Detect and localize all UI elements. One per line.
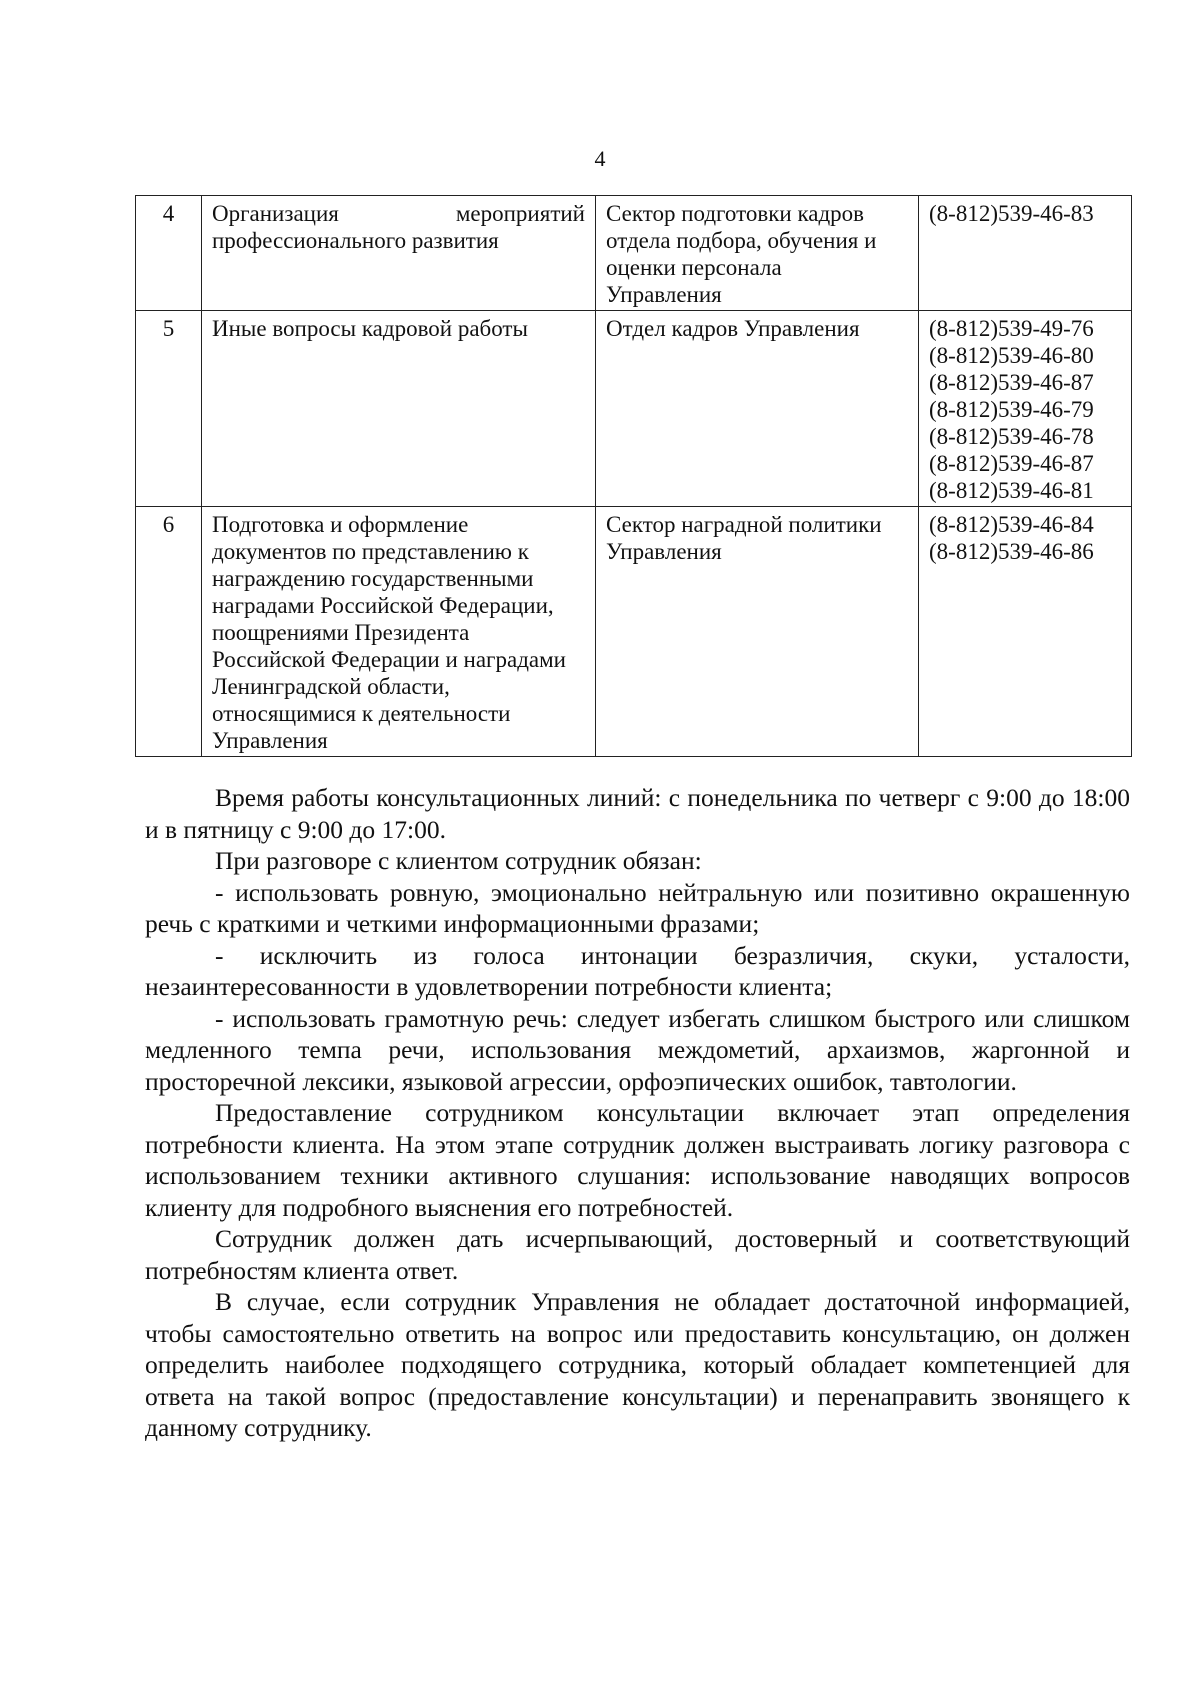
unit-line: оценки персонала xyxy=(606,255,782,280)
row-number: 6 xyxy=(136,507,202,757)
topic-line: Ленинградской области, xyxy=(212,674,450,699)
page-number: 4 xyxy=(594,146,606,171)
table-row xyxy=(136,196,1132,311)
paragraph-needs-assessment: Предоставление сотрудником консультации включает этап определения потребности клиента. На этом этапе сотрудник должен выстраивать логику разговора с использованием техники активного слушания: использование наводящих вопросов клиенту для подробного выяснения его потребностей. xyxy=(145,1098,1130,1222)
row-phones xyxy=(919,507,1132,757)
phone-number: (8-812)539-46-79 xyxy=(929,397,1094,422)
phone-number: (8-812)539-46-86 xyxy=(929,539,1094,564)
list-item: - исключить из голоса интонации безразличия, скуки, усталости, незаинтересованности в удовлетворении потребности клиента; xyxy=(145,940,1130,1001)
contacts-table xyxy=(135,195,1132,757)
paragraph-obligations-intro: При разговоре с клиентом сотрудник обязан: xyxy=(215,846,702,875)
row-phones xyxy=(919,311,1132,507)
phone-number: (8-812)539-46-84 xyxy=(929,512,1094,537)
topic-line: относящимися к деятельности xyxy=(212,701,511,726)
phone-number: (8-812)539-46-80 xyxy=(929,343,1094,368)
row-unit xyxy=(596,311,919,507)
list-item: - использовать грамотную речь: следует избегать слишком быстрого или слишком медленного темпа речи, использования междометий, архаизмов, жаргонной и просторечной лексики, языковой агрессии, орфоэпических ошибок, тавтологии. xyxy=(145,1003,1130,1096)
phone-number: (8-812)539-46-87 xyxy=(929,370,1094,395)
topic-line: наградами Российской Федерации, xyxy=(212,593,554,618)
phone-number: (8-812)539-46-83 xyxy=(929,201,1094,226)
unit-line: Управления xyxy=(606,282,722,307)
table-row xyxy=(136,507,1132,757)
row-unit xyxy=(596,196,919,311)
body-text xyxy=(145,782,1130,1444)
row-topic xyxy=(202,507,596,757)
row-unit xyxy=(596,507,919,757)
list-item: - использовать ровную, эмоционально нейтральную или позитивно окрашенную речь с краткими и четкими информационными фразами; xyxy=(145,877,1130,938)
phone-number: (8-812)539-46-78 xyxy=(929,424,1094,449)
topic-line: документов по представлению к xyxy=(212,539,529,564)
unit-line: Сектор подготовки кадров xyxy=(606,201,865,226)
unit-line: Управления xyxy=(606,539,722,564)
paragraph-answer-quality: Сотрудник должен дать исчерпывающий, достоверный и соответствующий потребностям клиента ответ. xyxy=(145,1224,1130,1285)
topic-line: Управления xyxy=(212,728,328,753)
unit-line: Отдел кадров Управления xyxy=(606,316,860,341)
unit-line: отдела подбора, обучения и xyxy=(606,228,877,253)
topic-line: поощрениями Президента xyxy=(212,620,470,645)
topic-line: Подготовка и оформление xyxy=(212,512,469,537)
paragraph-redirect: В случае, если сотрудник Управления не обладает достаточной информацией, чтобы самостоятельно ответить на вопрос или предоставить консультацию, он должен определить наиболее подходящего сотрудника, который обладает компетенцией для ответа на такой вопрос (предоставление консультации) и перенаправить звонящего к данному сотруднику. xyxy=(145,1287,1130,1442)
row-phones xyxy=(919,196,1132,311)
topic-line: Российской Федерации и наградами xyxy=(212,647,566,672)
phone-number: (8-812)539-46-81 xyxy=(929,478,1094,503)
row-number: 5 xyxy=(136,311,202,507)
table-row xyxy=(136,311,1132,507)
unit-line: Сектор наградной политики xyxy=(606,512,882,537)
paragraph-working-hours: Время работы консультационных линий: с понедельника по четверг с 9:00 до 18:00 и в пятницу с 9:00 до 17:00. xyxy=(145,783,1130,844)
row-topic: Иные вопросы кадровой работы xyxy=(202,311,596,507)
row-number: 4 xyxy=(136,196,202,311)
phone-number: (8-812)539-46-87 xyxy=(929,451,1094,476)
topic-line: награждению государственными xyxy=(212,566,534,591)
phone-number: (8-812)539-49-76 xyxy=(929,316,1094,341)
row-topic: Организация мероприятий профессионального развития xyxy=(202,196,596,311)
